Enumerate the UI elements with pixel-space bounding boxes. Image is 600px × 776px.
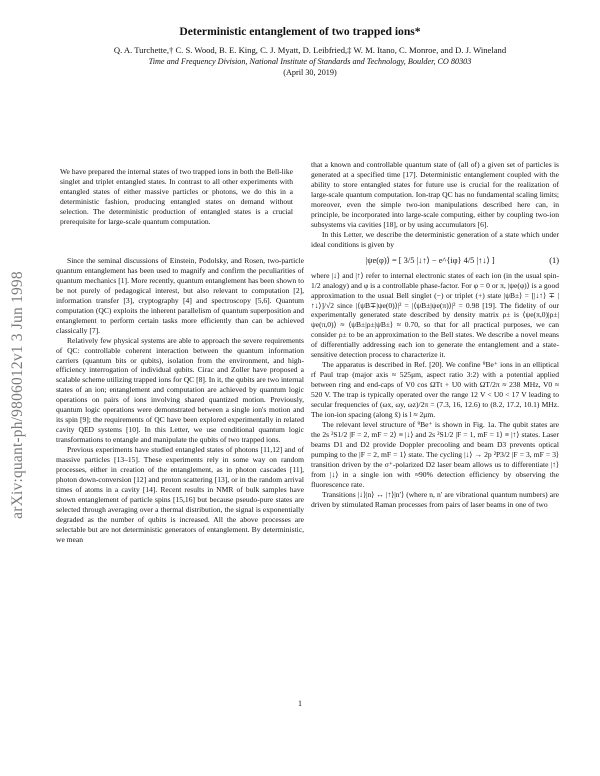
right-column <box>311 160 559 510</box>
body-paragraph: Transitions |↓⟩|n⟩ ↔ |↑⟩|n′⟩ (where n, n′ are vibrational quantum numbers) are driven by stimulated Raman processes from pairs of laser beams in one of two <box>311 489 559 509</box>
body-paragraph: The apparatus is described in Ref. [20]. We confine ⁹Be⁺ ions in an elliptical rf Paul trap (major axis ≈ 525μm, aspect ratio 3:2) with a potential applied between ring and end-caps of V0 cos ΩTt + U0 with ΩT/2π ≈ 238 MHz, V0 ≈ 520 V. The trap is typically operated over the range 12 V < U0 < 17 V leading to secular frequencies of (ωx, ωy, ωz)/2π = (7.3, 16, 12.6) to (8.2, 17.2, 10.1) MHz. The ion-ion spacing (along x̂) is l ≈ 2μm. <box>311 360 559 420</box>
equation-number: (1) <box>549 255 559 265</box>
body-paragraph: where |↓⟩ and |↑⟩ refer to internal electronic states of each ion (in the usual spin-1/2 analogy) and φ is a controllable phase-factor. For φ = 0 or π, |ψe(φ)⟩ is a good approximation to the usual Bell singlet (−) or triplet (+) state |ψB±⟩ = [|↓↑⟩ ∓ |↑↓⟩]/√2 since |⟨ψB∓|ψe(0)⟩|² = |⟨ψB±|ψe(π)⟩|² = 0.98 [19]. The fidelity of our experimentally generated state described by density matrix ρ± is ⟨ψe(π,0)|ρ±|ψe(π,0)⟩ ≈ ⟨ψB±|ρ±|ψB±⟩ ≈ 0.70, so that for all practical purposes, we can consider ρ± to be an approximation to the Bell states. We describe a novel means of differentially addressing each ion to generate the entanglement and a state-sensitive detection process to characterize it. <box>311 270 559 360</box>
page-number: 1 <box>298 699 302 708</box>
body-paragraph: Relatively few physical systems are able to approach the severe requirements of QC: controllable coherent interaction between the quantum information carriers (quantum bits or qubits), isolation from the environment, and high-efficiency interrogation of individual qubits. Cirac and Zoller have proposed a scalable scheme utilizing trapped ions for QC [8]. In it, the qubits are two internal states of an ion; entanglement and computation are achieved by quantum logic operations on pairs of ions involving shared quantized motion. Previously, quantum logic operations were demonstrated between a single ion's motion and its spin [9]; the requirements of QC have been explored experimentally in related cavity QED systems [10]. In this Letter, we use conditional quantum logic transformations to entangle and manipulate the qubits of two trapped ions. <box>56 335 304 445</box>
author-list: Q. A. Turchette,† C. S. Wood, B. E. King, C. J. Myatt, D. Leibfried,‡ W. M. Itano, C. Monroe, and D. J. Wineland <box>113 45 507 55</box>
abstract: We have prepared the internal states of two trapped ions in both the Bell-like singlet and triplet entangled states. In contrast to all other experiments with entangled states of either massive particles or photons, we do this in a deterministic fashion, producing entangled states on demand without selection. The deterministic production of entangled states is a crucial prerequisite for large-scale quantum computation. <box>60 167 293 227</box>
date-line: (April 30, 2019) <box>283 68 337 77</box>
arxiv-identifier: arXiv:quant-ph/9806012v1 3 Jun 1998 <box>9 271 27 519</box>
body-paragraph: Previous experiments have studied entangled states of photons [11,12] and of massive particles [13–15]. These experiments rely in some way on random processes, either in creation of the entanglement, as in photon cascades [11], photon down-conversion [12] and proton scattering [13], or in the random arrival times of atoms in a cavity [14]. Recent results in NMR of bulk samples have shown entanglement of particle spins [15,16] but because pseudo-pure states are selected through averaging over a thermal distribution, the signal is exponentially degraded as the number of qubits is increased. All the above processes are selectable but are not deterministic generators of entanglement. By deterministic, we mean <box>56 445 304 544</box>
body-paragraph: Since the seminal discussions of Einstein, Podolsky, and Rosen, two-particle quantum entanglement has been used to magnify and confirm the peculiarities of quantum mechanics [1]. More recently, quantum entanglement has been shown to be not purely of pedagogical interest, but also relevant to computation [2], information transfer [3], cryptography [4] and spectroscopy [5,6]. Quantum computation (QC) exploits the inherent parallelism of quantum superposition and entanglement to perform certain tasks more efficiently than can be achieved classically [7]. <box>56 256 304 335</box>
paper-title: Deterministic entanglement of two trapped ions* <box>179 25 421 38</box>
arxiv-identifier-sidebar <box>2 200 34 590</box>
equation-1 <box>311 255 559 266</box>
body-paragraph: that a known and controllable quantum state of (all of) a given set of particles is generated at a specified time [17]. Deterministic entanglement coupled with the ability to store entangled states for future use is crucial for the realization of large-scale quantum computation. Ion-trap QC has no fundamental scaling limits; moreover, even the simple two-ion manipulations described here can, in principle, be incorporated into large-scale computing, either by coupling two-ion subsystems via cavities [18], or by using accumulators [6]. <box>311 160 559 229</box>
left-column <box>56 256 304 545</box>
affiliation: Time and Frequency Division, National Institute of Standards and Technology, Boulder, CO 80303 <box>148 57 472 66</box>
body-paragraph: The relevant level structure of ⁹Be⁺ is shown in Fig. 1a. The qubit states are the 2s ²S1/2 |F = 2, mF = 2⟩ ≡ |↓⟩ and 2s ²S1/2 |F = 1, mF = 1⟩ ≡ |↑⟩ states. Laser beams D1 and D2 provide Doppler precooling and beam D3 prevents optical pumping to the |F = 2, mF = 1⟩ state. The cycling |↓⟩ → 2p ²P3/2 |F = 3, mF = 3⟩ transition driven by the σ⁺-polarized D2 laser beam allows us to differentiate |↑⟩ from |↓⟩ in a single ion with ≈90% detection efficiency by observing the fluorescence rate. <box>311 419 559 489</box>
equation-body: |ψe(φ)⟩ = [ 3/5 |↓↑⟩ − e^{iφ} 4/5 |↑↓⟩ ] <box>365 255 495 265</box>
body-paragraph: In this Letter, we describe the deterministic generation of a state which under ideal conditions is given by <box>311 229 559 249</box>
